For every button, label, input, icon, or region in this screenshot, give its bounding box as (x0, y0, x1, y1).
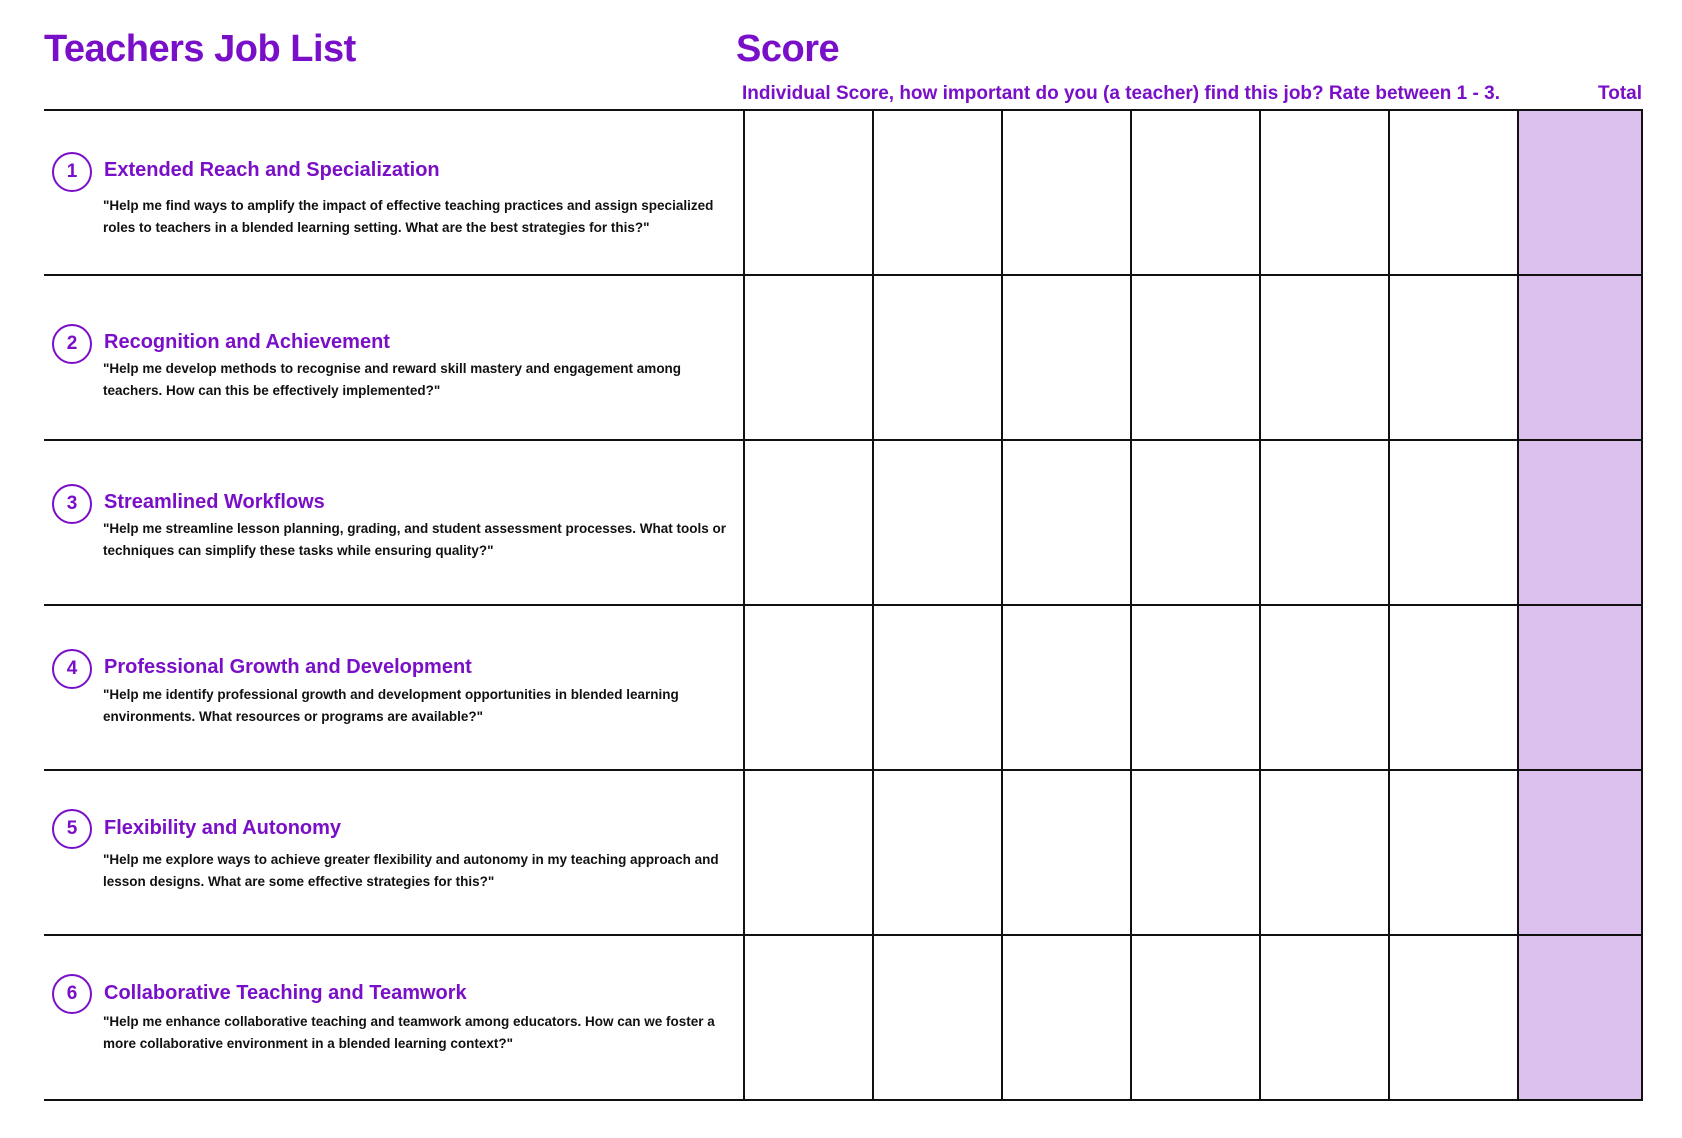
job-row (44, 440, 1642, 605)
score-cell[interactable] (1002, 935, 1131, 1100)
job-info-cell (44, 275, 744, 440)
job-info-cell (44, 110, 744, 275)
total-cell[interactable] (1518, 440, 1642, 605)
total-cell[interactable] (1518, 935, 1642, 1100)
score-cell[interactable] (873, 440, 1002, 605)
total-column-label: Total (1598, 83, 1642, 104)
job-row (44, 770, 1642, 935)
score-cell[interactable] (1131, 935, 1260, 1100)
score-cell[interactable] (1131, 440, 1260, 605)
score-cell[interactable] (1131, 770, 1260, 935)
score-cell[interactable] (1389, 935, 1518, 1100)
job-row (44, 110, 1642, 275)
score-cell[interactable] (873, 275, 1002, 440)
job-row (44, 935, 1642, 1100)
score-cell[interactable] (873, 935, 1002, 1100)
score-cell[interactable] (873, 770, 1002, 935)
score-cell[interactable] (1131, 605, 1260, 770)
job-title: Extended Reach and Specialization (104, 159, 440, 181)
score-cell[interactable] (873, 110, 1002, 275)
score-cell[interactable] (1131, 110, 1260, 275)
job-info-cell (44, 935, 744, 1100)
total-cell[interactable] (1518, 770, 1642, 935)
job-info-cell (44, 605, 744, 770)
score-cell[interactable] (744, 440, 873, 605)
score-cell[interactable] (744, 935, 873, 1100)
job-title: Flexibility and Autonomy (104, 817, 342, 839)
score-cell[interactable] (744, 275, 873, 440)
score-cell[interactable] (1389, 605, 1518, 770)
page-title: Teachers Job List (44, 28, 356, 70)
job-number-badge: 2 (52, 324, 92, 364)
job-title: Streamlined Workflows (104, 491, 325, 513)
score-cell[interactable] (1002, 605, 1131, 770)
score-instructions: Individual Score, how important do you (a teacher) find this job? Rate between 1 - 3. (742, 83, 1500, 104)
job-description: "Help me enhance collaborative teaching and teamwork among educators. How can we foster a more collaborative environment in a blended learning context?" (103, 1014, 715, 1051)
score-cell[interactable] (744, 110, 873, 275)
job-row (44, 275, 1642, 440)
total-cell[interactable] (1518, 605, 1642, 770)
job-info-cell (44, 440, 744, 605)
score-cell[interactable] (744, 770, 873, 935)
score-cell[interactable] (1002, 110, 1131, 275)
job-row (44, 605, 1642, 770)
job-description: "Help me develop methods to recognise and reward skill mastery and engagement among teachers. How can this be effectively implemented?" (103, 361, 682, 398)
score-cell[interactable] (1002, 440, 1131, 605)
score-cell[interactable] (1260, 770, 1389, 935)
score-cell[interactable] (1260, 440, 1389, 605)
score-heading: Score (736, 28, 840, 70)
job-title: Recognition and Achievement (104, 331, 390, 353)
score-cell[interactable] (1131, 275, 1260, 440)
score-cell[interactable] (1002, 275, 1131, 440)
score-cell[interactable] (1389, 440, 1518, 605)
score-cell[interactable] (873, 605, 1002, 770)
job-description: "Help me streamline lesson planning, grading, and student assessment processes. What tools or techniques can simplify these tasks while ensuring quality?" (103, 521, 727, 558)
score-cell[interactable] (1002, 770, 1131, 935)
job-number-badge: 1 (52, 152, 92, 192)
score-cell[interactable] (1260, 110, 1389, 275)
total-cell[interactable] (1518, 110, 1642, 275)
score-cell[interactable] (1260, 935, 1389, 1100)
total-cell[interactable] (1518, 275, 1642, 440)
job-title: Collaborative Teaching and Teamwork (104, 982, 467, 1004)
job-description: "Help me find ways to amplify the impact of effective teaching practices and assign specialized roles to teachers in a blended learning setting. What are the best strategies for this?" (103, 198, 714, 235)
score-cell[interactable] (1260, 275, 1389, 440)
score-cell[interactable] (744, 605, 873, 770)
job-info-cell (44, 770, 744, 935)
score-cell[interactable] (1389, 770, 1518, 935)
job-number-badge: 4 (52, 649, 92, 689)
job-number-badge: 5 (52, 809, 92, 849)
job-score-table (44, 109, 1643, 1101)
score-cell[interactable] (1389, 275, 1518, 440)
job-description: "Help me explore ways to achieve greater flexibility and autonomy in my teaching approach and lesson designs. What are some effective strategies for this?" (103, 852, 719, 889)
job-description: "Help me identify professional growth and development opportunities in blended learning environments. What resources or programs are available?" (103, 687, 679, 724)
job-number-badge: 3 (52, 484, 92, 524)
job-title: Professional Growth and Development (104, 656, 472, 678)
score-cell[interactable] (1260, 605, 1389, 770)
job-number-badge: 6 (52, 974, 92, 1014)
score-cell[interactable] (1389, 110, 1518, 275)
